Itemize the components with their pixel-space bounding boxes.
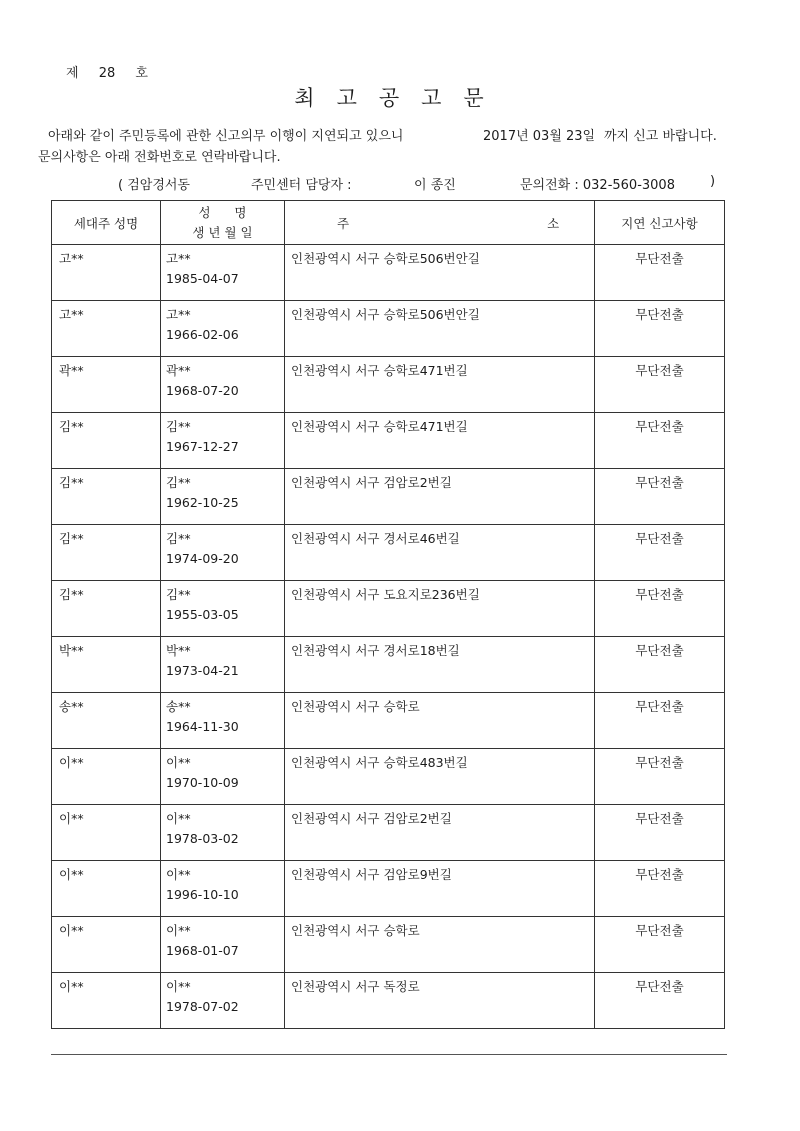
birth-date: 1978-03-02 — [166, 831, 239, 846]
address: 인천광역시 서구 검암로9번길 — [291, 867, 452, 882]
name-birth-cell — [161, 917, 285, 973]
header-address — [285, 201, 595, 245]
address-cell — [285, 917, 595, 973]
address-cell — [285, 693, 595, 749]
address: 인천광역시 서구 검암로2번길 — [291, 475, 452, 490]
householder-name: 이** — [59, 923, 84, 938]
name-birth-cell — [161, 749, 285, 805]
householder-cell — [52, 861, 161, 917]
name-birth-cell — [161, 301, 285, 357]
householder-name: 고** — [59, 251, 84, 266]
birth-date: 1964-11-30 — [166, 719, 239, 734]
birth-date: 1962-10-25 — [166, 495, 239, 510]
name-birth-cell — [161, 525, 285, 581]
report-type: 무단전출 — [635, 251, 684, 266]
householder-name: 이** — [59, 979, 84, 994]
name-birth-cell — [161, 805, 285, 861]
table-row — [52, 749, 725, 805]
intro-text: 아래와 같이 주민등록에 관한 신고의무 이행이 지연되고 있으니 — [48, 129, 404, 144]
intro-line-2: 문의사항은 아래 전화번호로 연락바랍니다. — [38, 150, 281, 165]
report-cell — [595, 693, 725, 749]
table-row — [52, 637, 725, 693]
person-name: 곽** — [166, 363, 191, 378]
report-type: 무단전출 — [635, 307, 684, 322]
table-row — [52, 469, 725, 525]
householder-name: 이** — [59, 755, 84, 770]
address-cell — [285, 973, 595, 1029]
report-cell — [595, 917, 725, 973]
report-cell — [595, 413, 725, 469]
name-birth-cell — [161, 413, 285, 469]
header-householder: 세대주 성명 — [52, 201, 161, 245]
person-name: 이** — [166, 811, 191, 826]
name-birth-cell — [161, 245, 285, 301]
householder-cell — [52, 581, 161, 637]
report-cell — [595, 973, 725, 1029]
address: 인천광역시 서구 승학로506번안길 — [291, 251, 480, 266]
report-cell — [595, 469, 725, 525]
address: 인천광역시 서구 승학로471번길 — [291, 363, 468, 378]
header-report: 지연 신고사항 — [595, 201, 725, 245]
address-cell — [285, 525, 595, 581]
address: 인천광역시 서구 승학로 — [291, 923, 420, 938]
householder-name: 김** — [59, 419, 84, 434]
address-cell — [285, 637, 595, 693]
table-row — [52, 973, 725, 1029]
householder-cell — [52, 637, 161, 693]
report-type: 무단전출 — [635, 755, 684, 770]
person-name: 고** — [166, 307, 191, 322]
address-cell — [285, 805, 595, 861]
table-row — [52, 357, 725, 413]
person-name: 이** — [166, 979, 191, 994]
householder-cell — [52, 357, 161, 413]
person-name: 이** — [166, 755, 191, 770]
person-name: 김** — [166, 419, 191, 434]
name-birth-cell — [161, 693, 285, 749]
person-name: 이** — [166, 867, 191, 882]
table-row — [52, 693, 725, 749]
table-row — [52, 861, 725, 917]
name-birth-cell — [161, 973, 285, 1029]
report-cell — [595, 357, 725, 413]
householder-cell — [52, 693, 161, 749]
report-type: 무단전출 — [635, 643, 684, 658]
person-name: 김** — [166, 475, 191, 490]
householder-name: 이** — [59, 867, 84, 882]
address-cell — [285, 357, 595, 413]
birth-date: 1973-04-21 — [166, 663, 239, 678]
householder-name: 곽** — [59, 363, 84, 378]
address: 인천광역시 서구 독정로 — [291, 979, 420, 994]
person-name: 김** — [166, 531, 191, 546]
address-cell — [285, 469, 595, 525]
birth-date: 1966-02-06 — [166, 327, 239, 342]
header-address-a: 주 — [337, 215, 350, 231]
report-type: 무단전출 — [635, 923, 684, 938]
name-birth-cell — [161, 637, 285, 693]
birth-date: 1968-01-07 — [166, 943, 239, 958]
table-row — [52, 581, 725, 637]
header-birth: 생 년 월 일 — [192, 224, 253, 240]
householder-cell — [52, 525, 161, 581]
householder-cell — [52, 413, 161, 469]
householder-cell — [52, 749, 161, 805]
householder-name: 김** — [59, 587, 84, 602]
householder-cell — [52, 245, 161, 301]
householder-name: 송** — [59, 699, 84, 714]
deadline-date: 2017년 03월 23일 — [483, 129, 596, 144]
bottom-divider — [51, 1054, 727, 1055]
address-cell — [285, 861, 595, 917]
report-type: 무단전출 — [635, 531, 684, 546]
birth-date: 1985-04-07 — [166, 271, 239, 286]
table-row — [52, 525, 725, 581]
report-cell — [595, 245, 725, 301]
report-type: 무단전출 — [635, 475, 684, 490]
header-name: 성 명 — [198, 204, 247, 220]
address: 인천광역시 서구 경서로46번길 — [291, 531, 460, 546]
report-type: 무단전출 — [635, 867, 684, 882]
table-row — [52, 917, 725, 973]
birth-date: 1968-07-20 — [166, 383, 239, 398]
report-type: 무단전출 — [635, 363, 684, 378]
notice-table — [51, 200, 725, 1029]
name-birth-cell — [161, 861, 285, 917]
birth-date: 1996-10-10 — [166, 887, 239, 902]
report-cell — [595, 805, 725, 861]
report-type: 무단전출 — [635, 419, 684, 434]
table-row — [52, 413, 725, 469]
report-cell — [595, 637, 725, 693]
address: 인천광역시 서구 경서로18번길 — [291, 643, 460, 658]
householder-name: 이** — [59, 811, 84, 826]
person-name: 박** — [166, 643, 191, 658]
householder-cell — [52, 973, 161, 1029]
table-row — [52, 805, 725, 861]
intro-line-1 — [48, 125, 717, 144]
report-type: 무단전출 — [635, 699, 684, 714]
householder-name: 박** — [59, 643, 84, 658]
address: 인천광역시 서구 도요지로236번길 — [291, 587, 480, 602]
address: 인천광역시 서구 승학로471번길 — [291, 419, 468, 434]
householder-name: 고** — [59, 307, 84, 322]
birth-date: 1978-07-02 — [166, 999, 239, 1014]
report-cell — [595, 301, 725, 357]
person-name: 이** — [166, 923, 191, 938]
name-birth-cell — [161, 469, 285, 525]
person-name: 고** — [166, 251, 191, 266]
address-cell — [285, 245, 595, 301]
householder-cell — [52, 469, 161, 525]
deadline-suffix: 까지 신고 바랍니다. — [604, 129, 717, 144]
address: 인천광역시 서구 승학로483번길 — [291, 755, 468, 770]
address-cell — [285, 749, 595, 805]
page-title: 최고공고문 — [294, 86, 506, 110]
birth-date: 1970-10-09 — [166, 775, 239, 790]
name-birth-cell — [161, 357, 285, 413]
report-type: 무단전출 — [635, 587, 684, 602]
birth-date: 1955-03-05 — [166, 607, 239, 622]
householder-cell — [52, 805, 161, 861]
birth-date: 1967-12-27 — [166, 439, 239, 454]
address: 인천광역시 서구 승학로 — [291, 699, 420, 714]
householder-cell — [52, 301, 161, 357]
header-name-birth — [161, 201, 285, 245]
contact-office: ( 검암경서동 — [118, 178, 190, 193]
person-name: 김** — [166, 587, 191, 602]
address-cell — [285, 581, 595, 637]
report-type: 무단전출 — [635, 811, 684, 826]
birth-date: 1974-09-20 — [166, 551, 239, 566]
address: 인천광역시 서구 승학로506번안길 — [291, 307, 480, 322]
report-cell — [595, 581, 725, 637]
name-birth-cell — [161, 581, 285, 637]
report-cell — [595, 525, 725, 581]
address-cell — [285, 413, 595, 469]
contact-phone: 문의전화 : 032-560-3008 — [520, 178, 675, 193]
table-row — [52, 301, 725, 357]
address-cell — [285, 301, 595, 357]
householder-cell — [52, 917, 161, 973]
contact-close: ) — [710, 174, 716, 189]
header-address-b: 소 — [547, 215, 560, 231]
contact-person: 이 종진 — [414, 178, 456, 193]
householder-name: 김** — [59, 475, 84, 490]
report-cell — [595, 861, 725, 917]
table-header-row — [52, 201, 725, 245]
report-cell — [595, 749, 725, 805]
report-type: 무단전출 — [635, 979, 684, 994]
address: 인천광역시 서구 검암로2번길 — [291, 811, 452, 826]
contact-center: 주민센터 담당자 : — [251, 178, 352, 193]
householder-name: 김** — [59, 531, 84, 546]
table-row — [52, 245, 725, 301]
person-name: 송** — [166, 699, 191, 714]
issue-number: 제 28 호 — [66, 66, 148, 81]
